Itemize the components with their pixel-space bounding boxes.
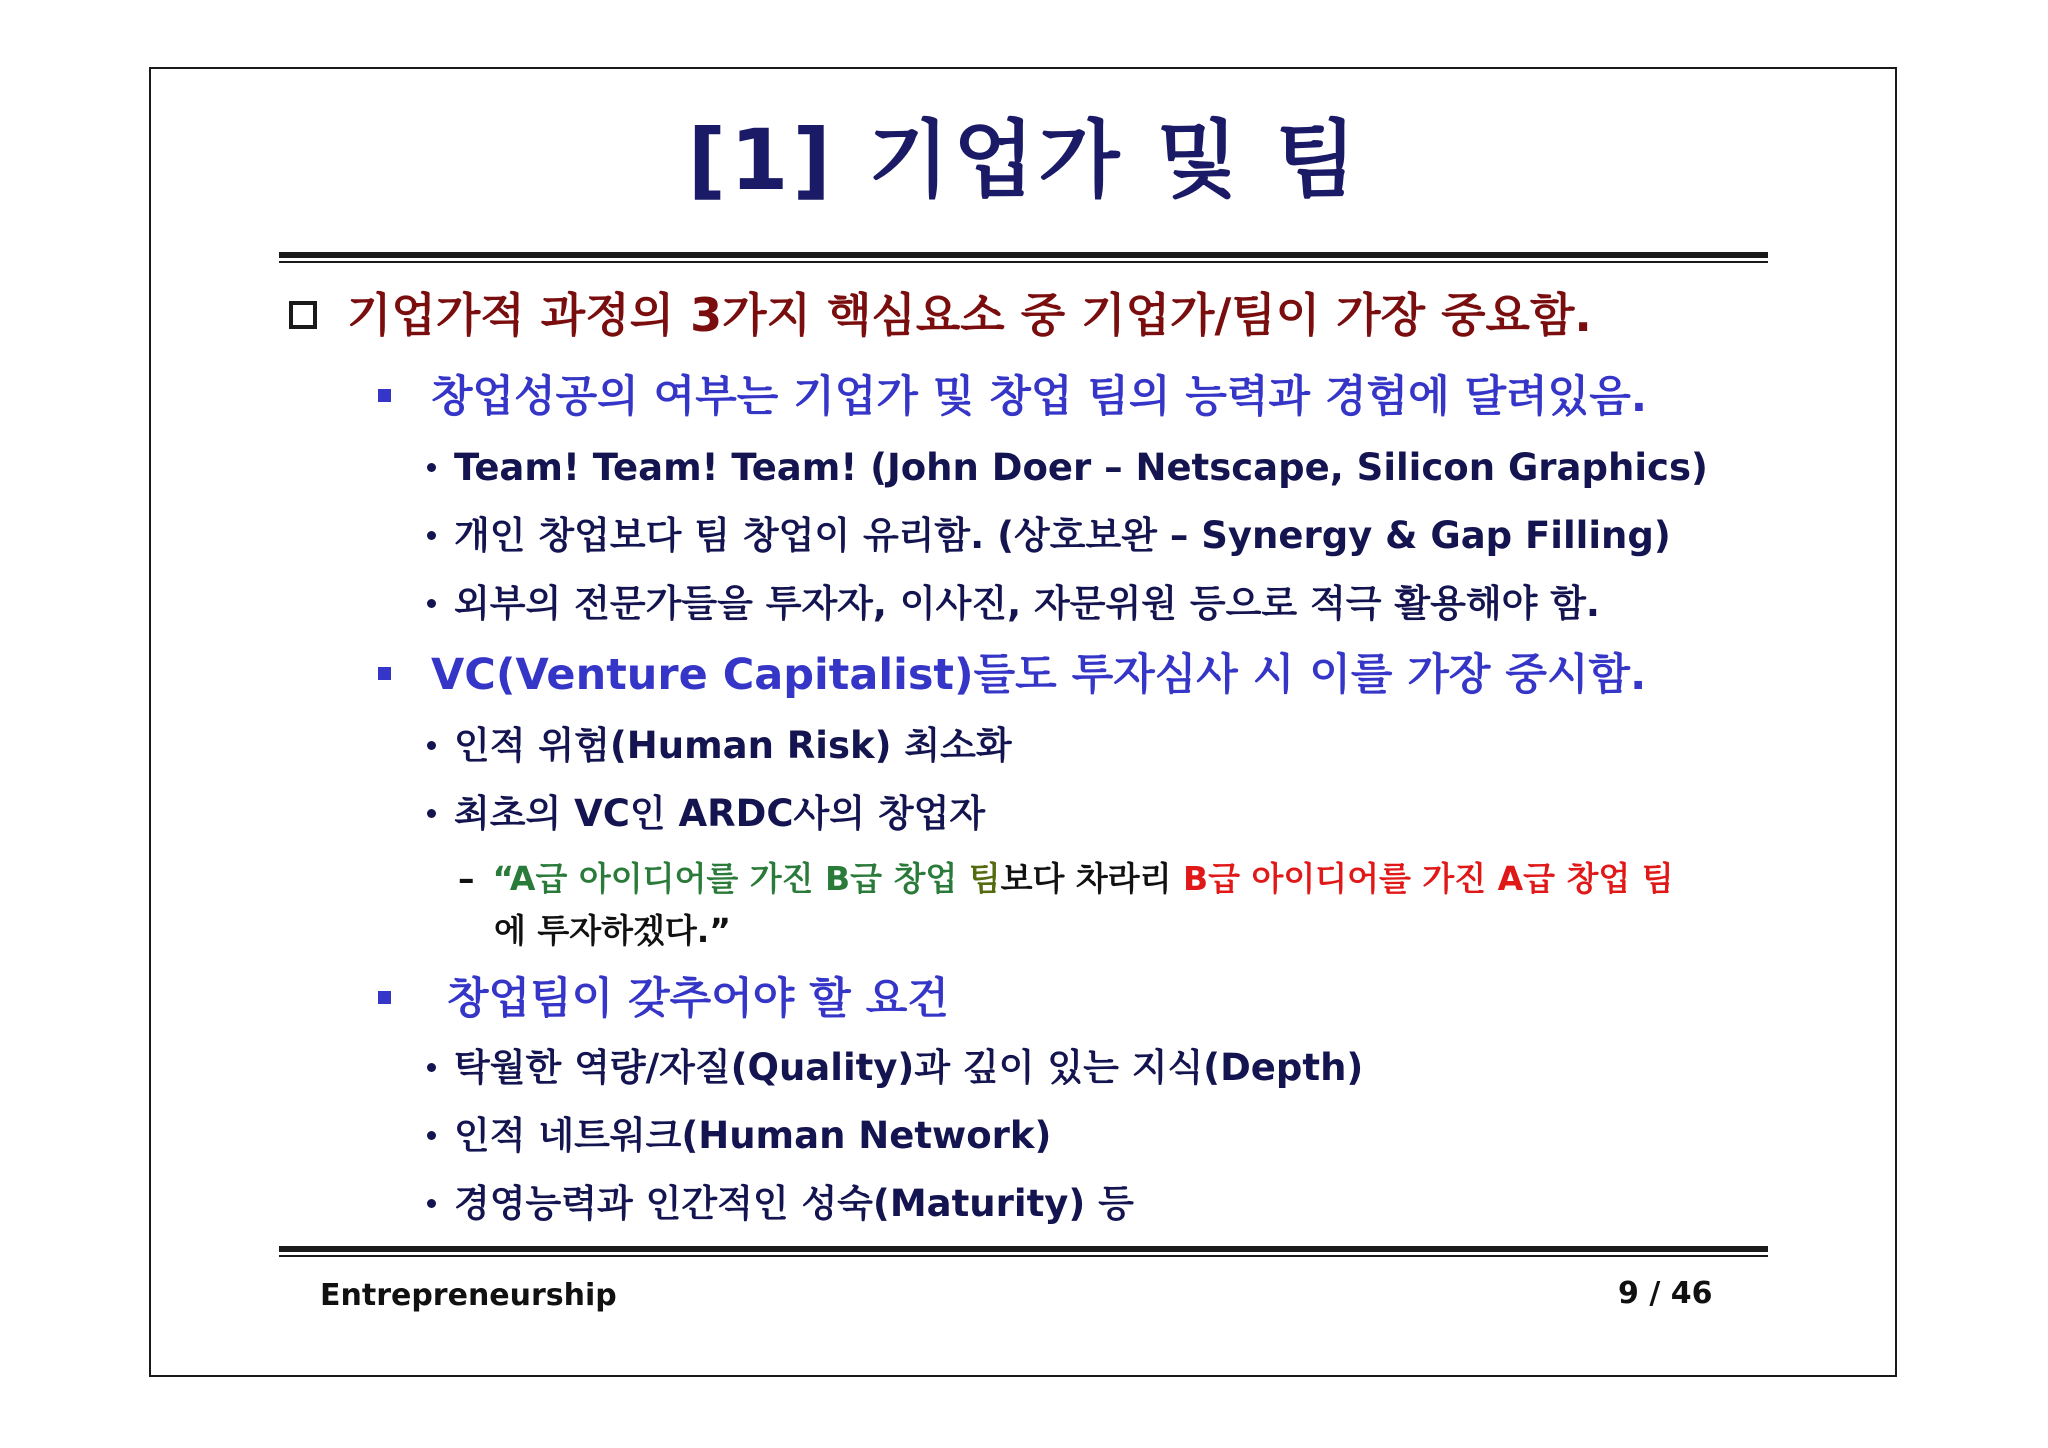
section-3-title	[378, 974, 949, 1024]
list-item	[427, 582, 1600, 625]
section-1-title	[378, 372, 1648, 422]
dot-bullet-icon	[427, 599, 436, 608]
quote-line-1	[458, 859, 1674, 898]
list-item	[427, 1114, 1052, 1157]
list-item	[427, 1182, 1134, 1225]
section-1-title-text: 창업성공의 여부는 기업가 및 창업 팀의 능력과 경험에 달려있음.	[431, 372, 1648, 422]
dot-bullet-icon	[427, 1199, 436, 1208]
section-3-title-text: 창업팀이 갖추어야 할 요건	[447, 974, 949, 1024]
quote-line-2	[494, 911, 731, 950]
list-item-text: Team! Team! Team! (John Doer – Netscape, Silicon Graphics)	[454, 446, 1708, 489]
dash-bullet: –	[458, 859, 475, 898]
list-item	[427, 1046, 1364, 1089]
list-item	[427, 724, 1012, 767]
footer-divider	[279, 1246, 1768, 1257]
section-2-title	[378, 650, 1647, 700]
list-item	[427, 792, 986, 835]
main-heading-text: 기업가적 과정의 3가지 핵심요소 중 기업가/팀이 가장 중요함.	[347, 288, 1592, 342]
page-number: 9 / 46	[1618, 1276, 1713, 1311]
quote-part-green: “A급 아이디어를 가진 B급 창업	[492, 859, 969, 898]
slide-frame	[149, 67, 1897, 1377]
list-item	[427, 446, 1708, 489]
dot-bullet-icon	[427, 1131, 436, 1140]
dot-bullet-icon	[427, 463, 436, 472]
dot-bullet-icon	[427, 1063, 436, 1072]
quote-part-black: 보다 차라리	[1000, 859, 1183, 898]
quote-part-team: 팀	[968, 859, 1001, 898]
dot-bullet-icon	[427, 531, 436, 540]
quote-part-red: B급 아이디어를 가진 A급 창업 팀	[1183, 859, 1674, 898]
square-bullet-icon	[378, 991, 391, 1004]
square-bullet-icon	[378, 667, 391, 680]
dot-bullet-icon	[427, 741, 436, 750]
list-item-text: 최초의 VC인 ARDC사의 창업자	[454, 792, 986, 835]
section-2-title-text: VC(Venture Capitalist)들도 투자심사 시 이를 가장 중시함.	[431, 650, 1647, 700]
quote-part-end: 에 투자하겠다.”	[494, 911, 731, 950]
dot-bullet-icon	[427, 809, 436, 818]
list-item-text: 경영능력과 인간적인 성숙(Maturity) 등	[454, 1182, 1134, 1225]
list-item-text: 인적 위험(Human Risk) 최소화	[454, 724, 1012, 767]
square-bullet-icon	[378, 389, 391, 402]
footer-course-title: Entrepreneurship	[320, 1278, 617, 1313]
list-item-text: 인적 네트워크(Human Network)	[454, 1114, 1052, 1157]
checkbox-bullet-icon	[289, 301, 317, 329]
list-item-text: 탁월한 역량/자질(Quality)과 깊이 있는 지식(Depth)	[454, 1046, 1364, 1089]
main-heading	[289, 288, 1592, 342]
list-item-text: 외부의 전문가들을 투자자, 이사진, 자문위원 등으로 적극 활용해야 함.	[454, 582, 1600, 625]
list-item	[427, 514, 1671, 557]
slide-title: [1] 기업가 및 팀	[687, 111, 1361, 209]
list-item-text: 개인 창업보다 팀 창업이 유리함. (상호보완 – Synergy & Gap Filling)	[454, 514, 1671, 557]
title-divider	[279, 252, 1768, 263]
